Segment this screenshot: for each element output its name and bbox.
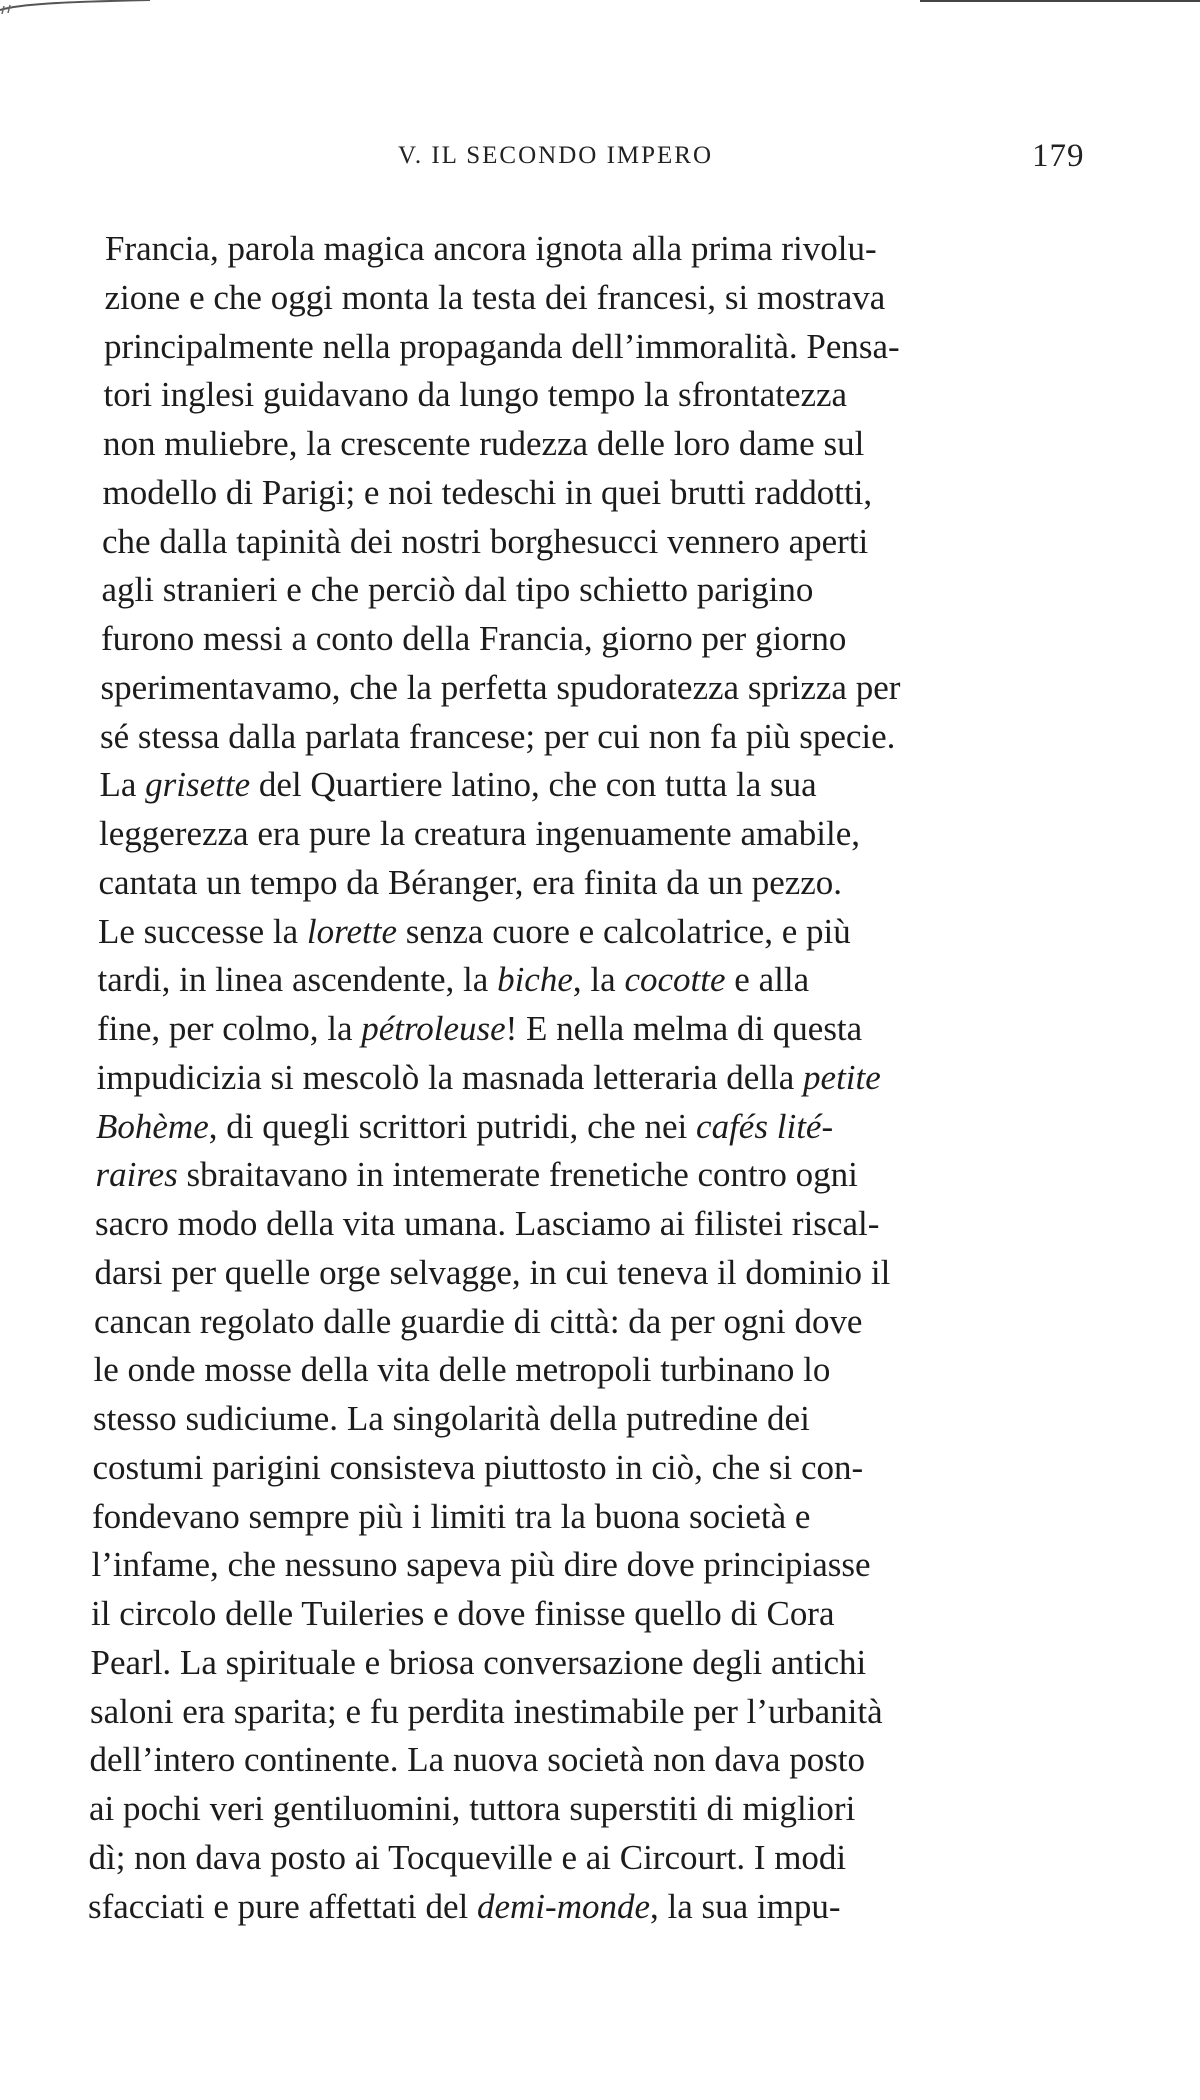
text-run: Francia, parola magica ancora ignota alla prima rivolu- xyxy=(105,229,877,268)
text-line xyxy=(94,1299,1062,1345)
italic-term: demi-monde xyxy=(477,1886,651,1926)
text-run: dì; non dava posto ai Tocqueville e ai Circourt. I modi xyxy=(88,1837,847,1877)
text-line xyxy=(98,957,1063,1003)
text-run: il circolo delle Tuileries e dove finisse quello di Cora xyxy=(91,1594,835,1633)
text-run: sperimentavamo, che la perfetta spudoratezza sprizza per xyxy=(100,667,901,707)
text-line xyxy=(105,226,1065,272)
text-line xyxy=(101,616,1064,662)
text-run: stesso sudiciume. La singolarità della putredine dei xyxy=(93,1399,810,1438)
text-run: sbraitavano in intemerate frenetiche contro ogni xyxy=(177,1155,858,1195)
text-line xyxy=(90,1689,1061,1735)
text-run: e alla xyxy=(725,960,810,1000)
text-line xyxy=(95,1201,1062,1247)
text-run: La xyxy=(99,765,146,805)
text-run: cancan regolato dalle guardie di città: da per ogni dove xyxy=(94,1301,863,1341)
page-number: 179 xyxy=(1032,138,1085,174)
text-line xyxy=(88,1884,1060,1930)
text-line xyxy=(90,1737,1061,1783)
text-line xyxy=(100,762,1064,808)
text-line xyxy=(91,1591,1061,1637)
text-run: cantata un tempo da Béranger, era finita da un pezzo. xyxy=(98,862,843,902)
text-run: fondevano sempre più i limiti tra la buona società e xyxy=(92,1496,811,1536)
text-line xyxy=(99,811,1063,857)
text-line xyxy=(101,665,1064,711)
text-line xyxy=(100,714,1064,760)
text-line xyxy=(97,1006,1063,1052)
text-line xyxy=(89,1786,1060,1832)
text-run: zione e che oggi monta la testa dei francesi, si mostrava xyxy=(104,277,886,317)
italic-term: petite xyxy=(803,1057,881,1097)
text-line xyxy=(92,1494,1061,1540)
text-run: darsi per quelle orge selvagge, in cui teneva il dominio il xyxy=(94,1252,891,1292)
text-line xyxy=(102,567,1064,613)
text-line xyxy=(93,1396,1061,1442)
text-line xyxy=(99,860,1064,906)
text-run: le onde mosse della vita delle metropoli turbinano lo xyxy=(93,1350,831,1390)
text-run: , la sua impu- xyxy=(650,1886,841,1926)
text-run: senza cuore e calcolatrice, e più xyxy=(396,911,851,951)
text-run: saloni era sparita; e fu perdita inestimabile per l’urbanità xyxy=(90,1691,883,1731)
text-run: tardi, in linea ascendente, la xyxy=(97,960,498,1000)
text-run: modello di Parigi; e noi tedeschi in quei brutti raddotti, xyxy=(102,472,873,512)
italic-term: raires xyxy=(95,1155,178,1195)
text-line xyxy=(104,372,1065,418)
text-run: sé stessa dalla parlata francese; per cui non fa più specie. xyxy=(100,716,896,756)
text-run: agli stranieri e che perciò dal tipo schietto parigino xyxy=(101,570,814,610)
text-run: Le successe la xyxy=(98,911,307,951)
chapter-title: V. IL SECONDO IMPERO xyxy=(398,142,714,169)
text-line xyxy=(102,519,1064,565)
italic-term: lorette xyxy=(306,911,397,951)
text-line xyxy=(91,1640,1061,1686)
text-run: leggerezza era pure la creatura ingenuamente amabile, xyxy=(99,814,861,853)
page-corner-mark xyxy=(0,0,150,14)
text-run: , di quegli scrittori putridi, che nei xyxy=(208,1106,697,1146)
text-run: ai pochi veri gentiluomini, tuttora superstiti di migliori xyxy=(89,1789,856,1828)
italic-term: cocotte xyxy=(624,960,726,1000)
text-line xyxy=(96,1152,1063,1198)
text-run: fine, per colmo, la xyxy=(97,1009,362,1048)
text-run: impudicizia si mescolò la masnada letteraria della xyxy=(96,1057,804,1097)
text-line xyxy=(103,421,1064,467)
text-line xyxy=(92,1542,1062,1588)
text-line xyxy=(94,1347,1062,1393)
italic-term: Bohème xyxy=(96,1106,209,1146)
italic-term: cafés lité- xyxy=(696,1106,834,1146)
text-run: ! E nella melma di questa xyxy=(505,1009,863,1048)
text-line xyxy=(105,275,1065,321)
text-line xyxy=(97,1055,1063,1101)
text-run: non muliebre, la crescente rudezza delle loro dame sul xyxy=(103,424,865,463)
italic-term: pétroleuse xyxy=(361,1009,506,1048)
italic-term: biche xyxy=(497,960,573,1000)
text-run: del Quartiere latino, che con tutta la sua xyxy=(250,765,817,805)
text-run: , la xyxy=(572,960,625,1000)
text-run: sfacciati e pure affettati del xyxy=(88,1886,477,1926)
text-line xyxy=(95,1250,1062,1296)
running-header xyxy=(0,138,1200,182)
text-run: furono messi a conto della Francia, giorno per giorno xyxy=(101,619,847,658)
text-run: l’infame, che nessuno sapeva più dire dove principiasse xyxy=(91,1545,871,1585)
text-line xyxy=(98,909,1063,955)
text-run: Pearl. La spirituale e briosa conversazione degli antichi xyxy=(90,1642,867,1682)
text-line xyxy=(104,324,1065,370)
text-run: tori inglesi guidavano da lungo tempo la sfrontatezza xyxy=(103,375,848,415)
text-run: costumi parigini consisteva piuttosto in ciò, che si con- xyxy=(92,1447,864,1487)
italic-term: grisette xyxy=(145,765,251,805)
text-line xyxy=(93,1445,1062,1491)
text-run: sacro modo della vita umana. Lasciamo ai filistei riscal- xyxy=(95,1204,880,1243)
text-line xyxy=(103,470,1065,516)
text-run: dell’intero continente. La nuova società non dava posto xyxy=(89,1740,866,1780)
text-line xyxy=(89,1835,1061,1881)
text-line xyxy=(96,1104,1062,1150)
text-run: principalmente nella propaganda dell’immoralità. Pensa- xyxy=(104,326,900,366)
text-run: che dalla tapinità dei nostri borghesucci vennero aperti xyxy=(102,521,869,561)
page-top-edge xyxy=(920,0,1200,2)
